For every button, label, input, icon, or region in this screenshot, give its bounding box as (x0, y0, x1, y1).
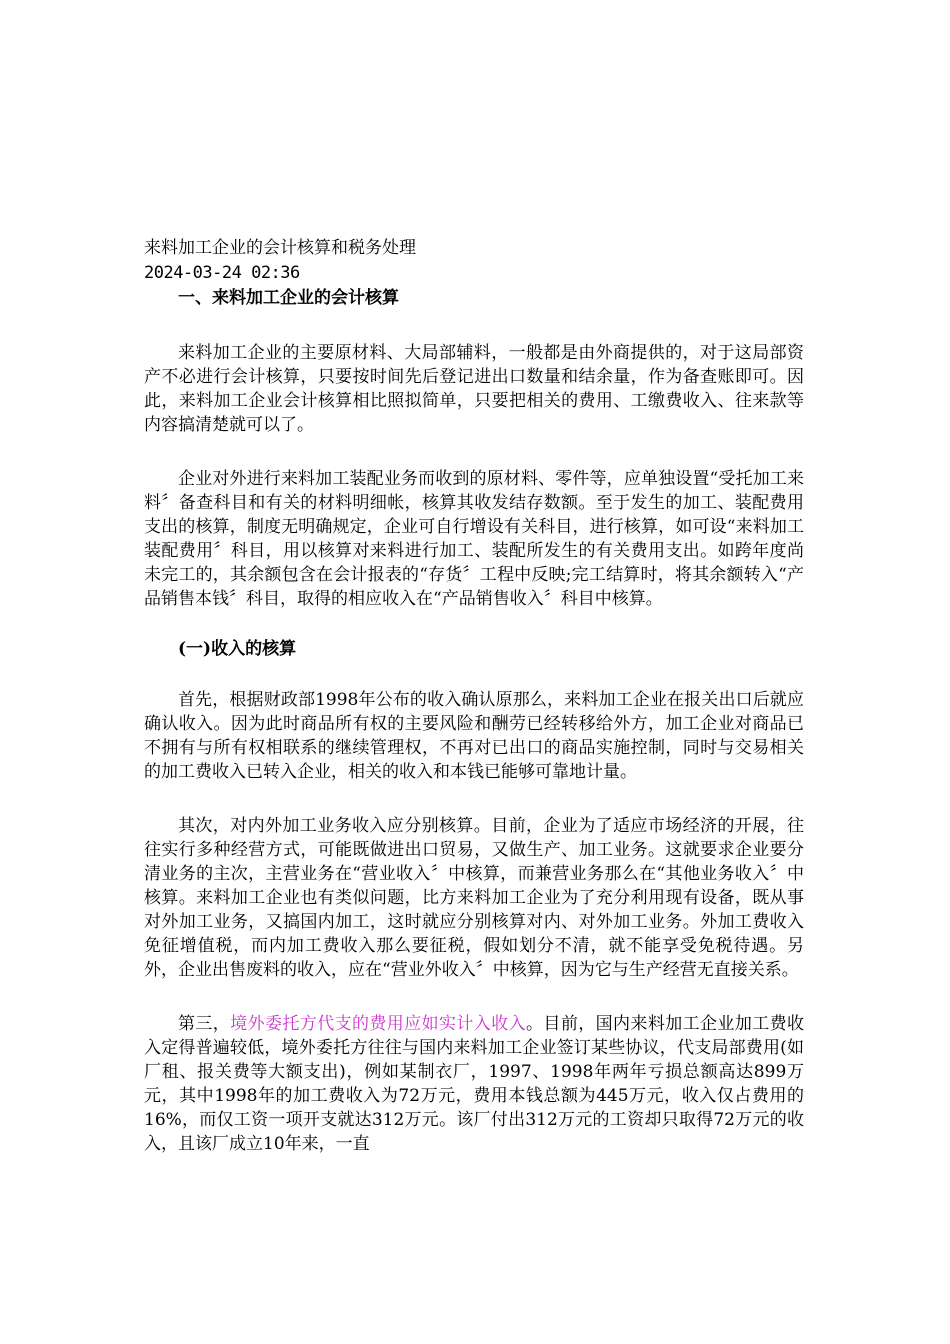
paragraph-5-rest: 。目前，国内来料加工企业加工费收入定得普遍较低，境外委托方往往与国内来料加工企业签订某些协议，代支局部费用(如厂租、报关费等大额支出)，例如某制衣厂，1997、1998年两年亏损总额高达899万元，其中1998年的加工费收入为72万元，费用本钱总额为445万元，收入仅占费用的16%，而仅工资一项开支就达312万元。该厂付出312万元的工资却只取得72万元的收入，且该厂成立10年来，一直 (144, 1014, 805, 1154)
paragraph-3: 首先，根据财政部1998年公布的收入确认原那么，来料加工企业在报关出口后就应确认收入。因为此时商品所有权的主要风险和酬劳已经转移给外方，加工企业对商品已不拥有与所有权相联系的继续管理权，不再对已出口的商品实施控制，同时与交易相关的加工费收入已转入企业，相关的收入和本钱已能够可靠地计量。 (144, 690, 804, 782)
paragraph-2: 企业对外进行来料加工装配业务而收到的原材料、零件等，应单独设置“受托加工来料〞备查科目和有关的材料明细帐，核算其收发结存数额。至于发生的加工、装配费用支出的核算，制度无明确规定，企业可自行增设有关科目，进行核算，如可设“来料加工装配费用〞科目，用以核算对来料进行加工、装配所发生的有关费用支出。如跨年度尚未完工的，其余额包含在会计报表的“存货〞工程中反映;完工结算时，将其余额转入“产品销售本钱〞科目，取得的相应收入在“产品销售收入〞科目中核算。 (144, 469, 804, 609)
paragraph-1: 来料加工企业的主要原材料、大局部辅料，一般都是由外商提供的，对于这局部资产不必进行会计核算，只要按时间先后登记进出口数量和结余量，作为备查账即可。因此，来料加工企业会计核算相比照拟简单，只要把相关的费用、工缴费收入、往来款等内容搞清楚就可以了。 (144, 343, 804, 435)
spacer (144, 311, 804, 341)
highlighted-text: 境外委托方代支的费用应如实计入收入 (230, 1014, 527, 1034)
paragraph-5-prefix: 第三， (178, 1014, 231, 1034)
paragraph-5 (144, 1012, 804, 1156)
document-date: 2024-03-24 02:36 (144, 263, 300, 283)
document-page (144, 236, 804, 1156)
spacer (144, 611, 804, 637)
spacer (144, 784, 804, 814)
section-heading: 一、来料加工企业的会计核算 (178, 288, 399, 308)
document-title: 来料加工企业的会计核算和税务处理 (144, 238, 416, 258)
sub-heading: (一)收入的核算 (178, 639, 297, 659)
spacer (144, 437, 804, 467)
spacer (144, 662, 804, 688)
spacer (144, 982, 804, 1012)
paragraph-4: 其次，对内外加工业务收入应分别核算。目前，企业为了适应市场经济的开展，往往实行多种经营方式，可能既做进出口贸易，又做生产、加工业务。这就要求企业要分清业务的主次，主营业务在“营业收入〞中核算，而兼营业务那么在“其他业务收入〞中核算。来料加工企业也有类似问题，比方来料加工企业为了充分利用现有设备，既从事对外加工业务，又搞国内加工，这时就应分别核算对内、对外加工业务。外加工费收入免征增值税，而内加工费收入那么要征税，假如划分不清，就不能享受免税待遇。另外，企业出售废料的收入，应在“营业外收入〞中核算，因为它与生产经营无直接关系。 (144, 816, 804, 980)
